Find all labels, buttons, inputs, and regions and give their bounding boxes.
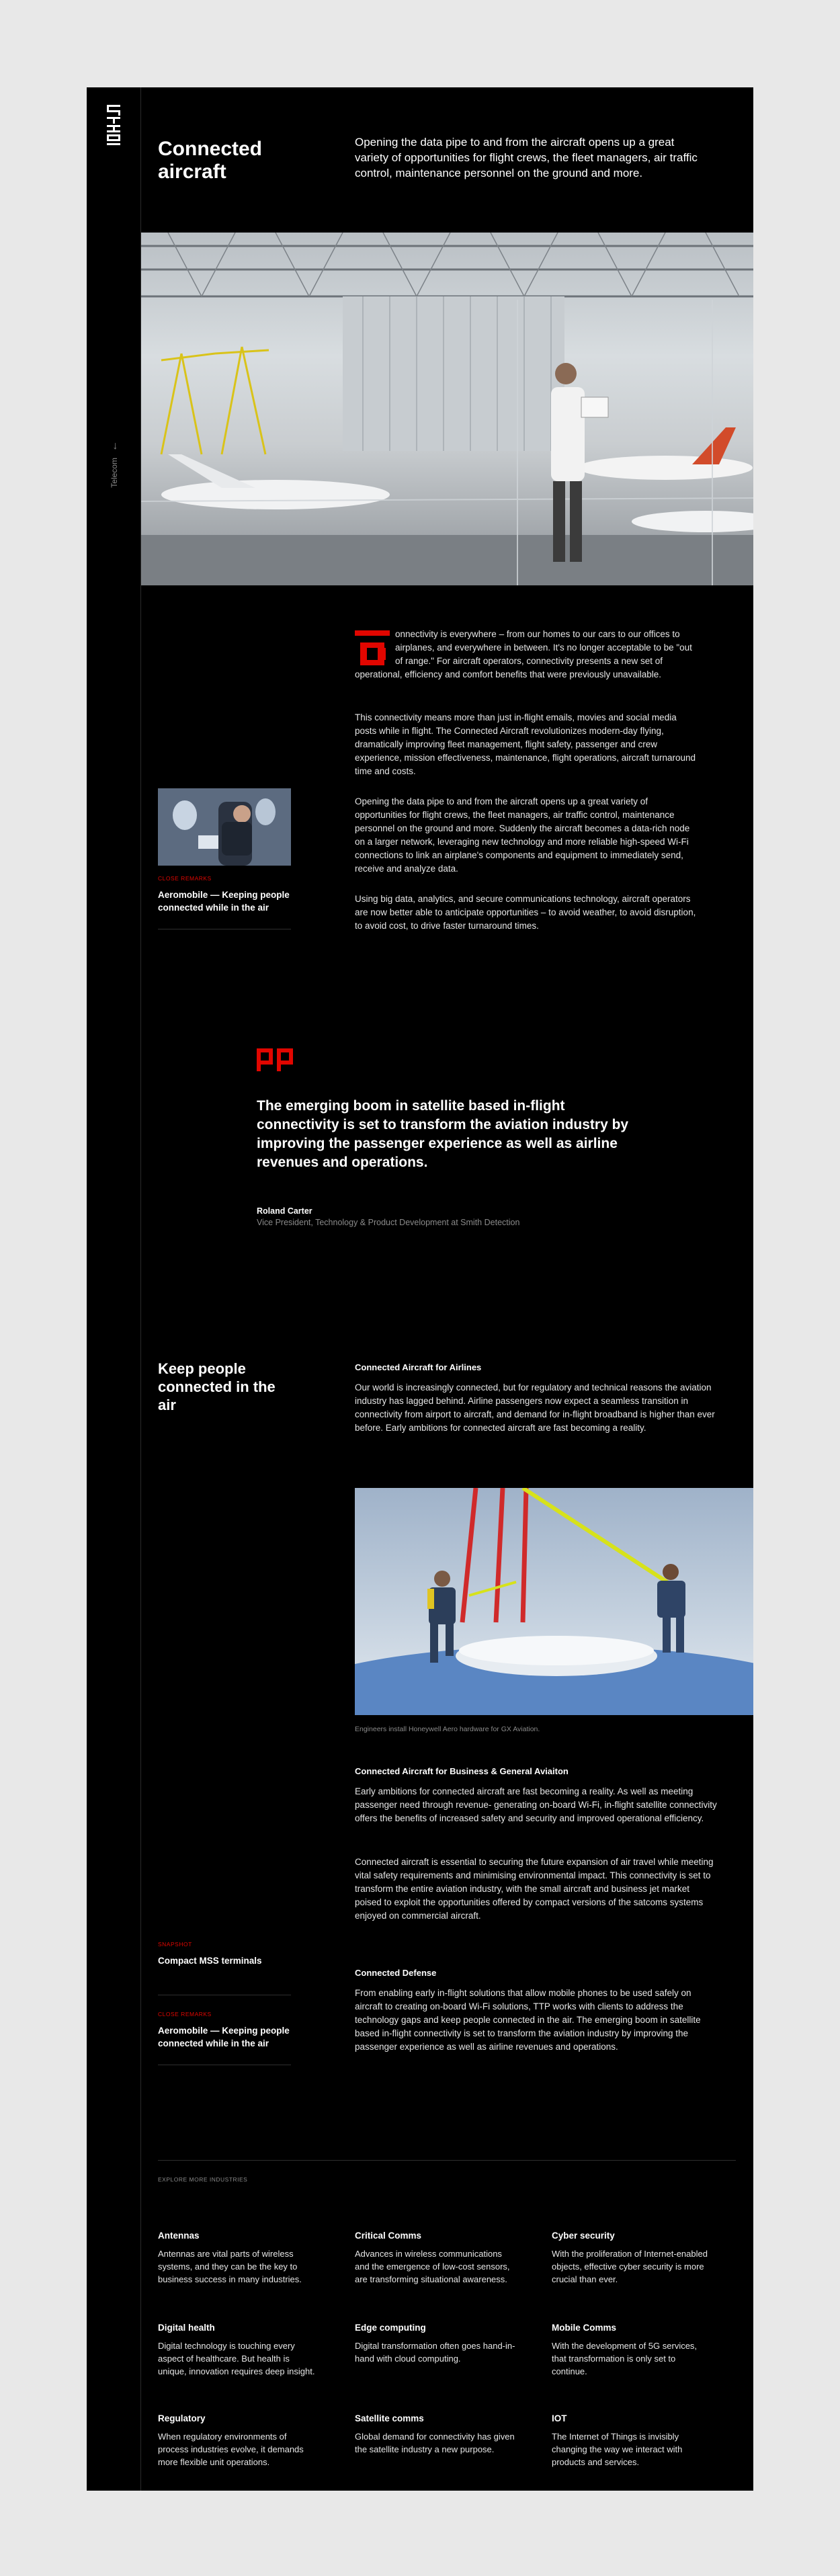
industry-description: Global demand for connectivity has given the satellite industry a new purpose.: [355, 2432, 515, 2454]
industry-title: Critical Comms: [355, 2231, 422, 2241]
airlines-heading: Connected Aircraft for Airlines: [355, 1362, 482, 1372]
hangar-photo: [141, 233, 753, 585]
industry-link-satellite-comms[interactable]: [355, 2413, 516, 2456]
industry-link-antennas[interactable]: [158, 2231, 319, 2286]
industry-description: With the proliferation of Internet-enabled objects, effective cyber security is more crucial than ever.: [552, 2249, 708, 2284]
quote-author-role: Vice President, Technology & Product Development at Smith Detection: [257, 1218, 520, 1227]
brand-logo-mark: [106, 105, 122, 147]
industry-link-digital-health[interactable]: [158, 2323, 319, 2378]
industry-link-cyber-security[interactable]: [552, 2231, 713, 2286]
quote-mark-icon: [257, 1048, 294, 1075]
industry-link-iot[interactable]: [552, 2413, 713, 2468]
industry-description: Advances in wireless communications and the emergence of low-cost sensors, are transforming situational awareness.: [355, 2249, 510, 2284]
airlines-paragraph: Our world is increasingly connected, but for regulatory and technical reasons the aviation industry has lagged behind. Airline passengers now expect a seamless transition in connectivity from airport to aircraft, and demand for in-flight broadband is higher than ever before. Early ambitions for connected aircraft are fast becoming a reality.: [355, 1382, 715, 1433]
business-heading: Connected Aircraft for Business & General Aviaiton: [355, 1766, 569, 1776]
aeromobile-thumbnail[interactable]: [158, 788, 291, 866]
industry-link-regulatory[interactable]: [158, 2413, 319, 2468]
side-card-2-title[interactable]: Compact MSS terminals: [158, 1956, 262, 1966]
explore-divider: [158, 2160, 736, 2161]
industry-title: Regulatory: [158, 2413, 206, 2423]
industry-link-edge-computing[interactable]: [355, 2323, 516, 2365]
pull-quote: The emerging boom in satellite based in-flight connectivity is set to transform the aviation industry by improving the passenger experience as well as airline revenues and operations.: [257, 1098, 629, 1170]
industry-link-critical-comms[interactable]: [355, 2231, 516, 2286]
defense-paragraph: From enabling early in-flight solutions that allow mobile phones to be used safely on aircraft to creating on-board Wi-Fi solutions, TTP works with clients to address the technology gaps and keep people connected in the air. The emerging boom in satellite based in-flight connectivity is set to transform the aviation industry by improving the passenger experience as well as airline revenues and operations.: [355, 1988, 701, 2052]
explore-label: EXPLORE MORE INDUSTRIES: [158, 2176, 248, 2183]
side-card-1-tag: CLOSE REMARKS: [158, 875, 212, 882]
satellite-install-photo: [355, 1488, 753, 1715]
business-paragraph-1: Early ambitions for connected aircraft are fast becoming a reality. As well as meeting passenger need through revenue- generating on-board Wi-Fi, in-flight satellite connectivity offers the benefits of increased safety and security and improved operational efficiency.: [355, 1786, 717, 1823]
industry-description: The Internet of Things is invisibly changing the way we interact with products and services.: [552, 2432, 683, 2467]
side-card-3-title[interactable]: Aeromobile — Keeping people connected while in the air: [158, 2026, 290, 2048]
left-rail: [87, 87, 141, 2491]
cabin-photo-illustration: [158, 788, 291, 866]
industry-link-mobile-comms[interactable]: [552, 2323, 713, 2378]
intro-paragraph-1-text: onnectivity is everywhere – from our homes to our cars to our offices to airplanes, and everywhere in between. It's no longer acceptable to be "out of range." For aircraft operators, connectivity presents a new set of operational, efficiency and comfort benefits that were previously unavailable.: [355, 629, 692, 679]
hangar-photo-illustration: [141, 233, 753, 585]
industry-title: IOT: [552, 2413, 567, 2423]
industry-description: Digital transformation often goes hand-in-hand with cloud computing.: [355, 2341, 515, 2364]
intro-paragraph-4: Using big data, analytics, and secure communications technology, aircraft operators are now better able to anticipate opportunities – to avoid weather, to avoid disruption, to avoid cost, to drive faster turnaround times.: [355, 894, 696, 931]
back-link-label: Telecom: [110, 458, 119, 488]
page-title: Connected aircraft: [158, 138, 263, 183]
industry-title: Satellite comms: [355, 2413, 424, 2423]
quote-glyph: [257, 1048, 294, 1071]
quote-author: Roland Carter: [257, 1206, 312, 1216]
industry-title: Cyber security: [552, 2231, 615, 2241]
defense-heading: Connected Defense: [355, 1968, 437, 1978]
brand-logo[interactable]: [106, 105, 122, 150]
industry-title: Mobile Comms: [552, 2323, 617, 2333]
industry-title: Edge computing: [355, 2323, 426, 2333]
hero-lede: Opening the data pipe to and from the aircraft opens up a great variety of opportunities for flight crews, the fleet managers, air traffic control, maintenance personnel on the ground and more.: [355, 136, 698, 179]
industry-description: When regulatory environments of process industries evolve, it demands more flexible unit operations.: [158, 2432, 304, 2467]
industry-description: Antennas are vital parts of wireless systems, and they can be the key to business success in many industries.: [158, 2249, 302, 2284]
side-card-1-title[interactable]: Aeromobile — Keeping people connected while in the air: [158, 890, 290, 913]
intro-paragraph-3: Opening the data pipe to and from the aircraft opens up a great variety of opportunities for flight crews, the fleet managers, air traffic control, maintenance personnel on the ground and more. Suddenly the aircraft becomes a data-rich node on a larger network, leveraging new technology and more reliable high-speed Wi-Fi connections to link an airplane's components and equipment to immediately send, receive and analyze data.: [355, 796, 690, 874]
industry-description: Digital technology is touching every aspect of healthcare. But health is unique, innovation requires deep insight.: [158, 2341, 315, 2376]
industry-description: With the development of 5G services, that transformation is only set to continue.: [552, 2341, 698, 2376]
intro-paragraph-1: [355, 628, 698, 681]
photo-caption: Engineers install Honeywell Aero hardware for GX Aviation.: [355, 1725, 540, 1733]
business-paragraph-2: Connected aircraft is essential to securing the future expansion of air travel while meeting vital safety requirements and minimising environmental impact. This connectivity is set to transform the entire aviation industry, with the small aircraft and business jet market poised to exploit the opportunities offered by compact versions of the satcoms systems enjoyed on commercial aircraft.: [355, 1857, 714, 1921]
side-card-2-tag: SNAPSHOT: [158, 1941, 192, 1948]
arrow-left-icon: ←: [108, 441, 120, 452]
satellite-photo-illustration: [355, 1488, 753, 1715]
side-card-3-tag: CLOSE REMARKS: [158, 2011, 212, 2018]
industry-title: Digital health: [158, 2323, 215, 2333]
article-frame: [87, 87, 753, 2491]
section-title: Keep people connected in the air: [158, 1360, 276, 1413]
back-to-telecom-link[interactable]: [107, 440, 122, 494]
intro-paragraph-2: This connectivity means more than just in-flight emails, movies and social media posts while in flight. The Connected Aircraft revolutionizes modern-day flying, dramatically improving fleet management, flight safety, passenger and crew experience, mission effectiveness, maintenance, flight operations, aircraft turnaround time and costs.: [355, 712, 696, 776]
industry-title: Antennas: [158, 2231, 200, 2241]
